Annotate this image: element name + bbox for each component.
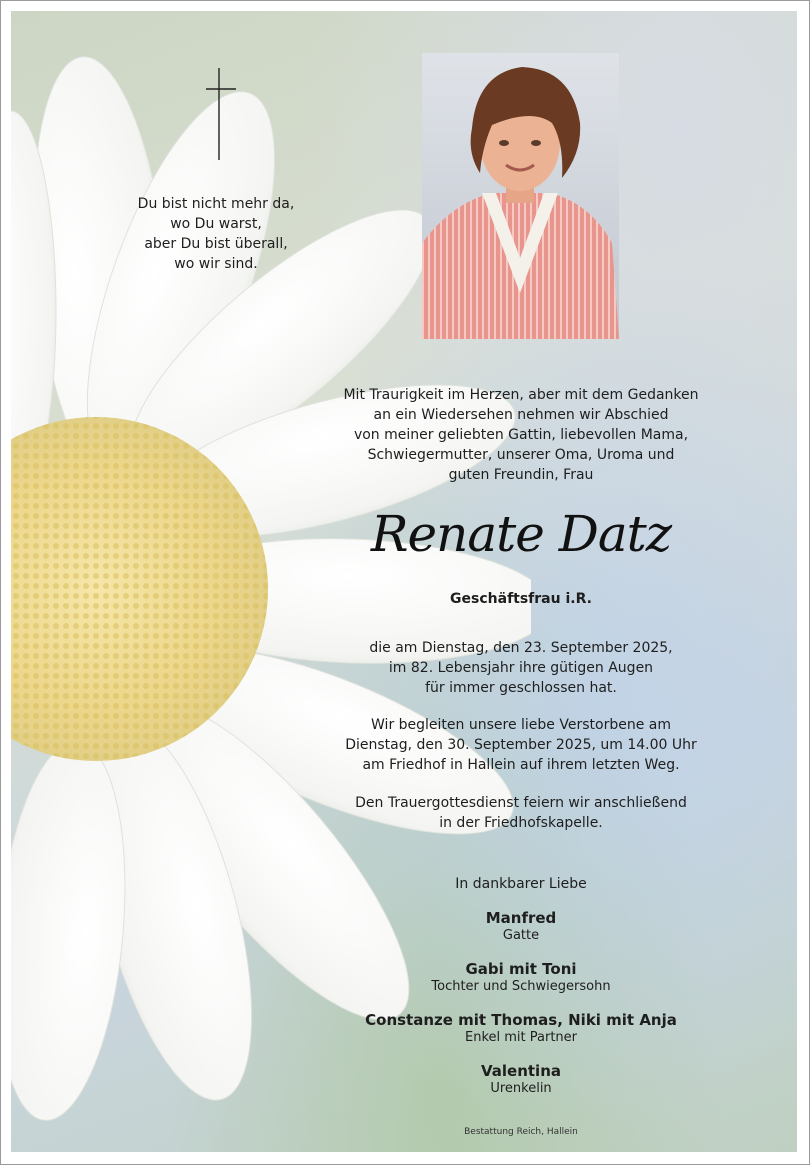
mourner-name: Manfred (485, 909, 557, 927)
deceased-name: Renate Datz (370, 505, 672, 563)
intro-line: von meiner geliebten Gattin, liebevollen Mama, (353, 427, 689, 443)
motto-line: aber Du bist überall, (144, 236, 288, 252)
intro-line: an ein Wiedersehen nehmen wir Abschied (373, 407, 669, 423)
portrait-photo (422, 53, 619, 339)
intro-line: guten Freundin, Frau (448, 467, 594, 483)
mourner-name: Constanze mit Thomas, Niki mit Anja (365, 1011, 677, 1029)
mourner-item (311, 1062, 731, 1097)
mourner-name: Valentina (480, 1062, 562, 1080)
service-line: in der Friedhofskapelle. (439, 815, 603, 831)
intro-text (311, 385, 731, 485)
death-line: die am Dienstag, den 23. September 2025, (369, 640, 673, 656)
mourner-item (311, 960, 731, 995)
mourner-relation: Urenkelin (490, 1081, 552, 1096)
cross-icon (206, 68, 236, 160)
funeral-home-credit: Bestattung Reich, Hallein (464, 1127, 578, 1137)
motto-verse (106, 194, 326, 274)
deceased-occupation: Geschäftsfrau i.R. (450, 591, 592, 607)
motto-line: wo wir sind. (174, 256, 258, 272)
intro-line: Schwiegermutter, unserer Oma, Uroma und (367, 447, 675, 463)
funeral-notice (311, 715, 731, 775)
mourner-item (311, 909, 731, 944)
funeral-line: Dienstag, den 30. September 2025, um 14.00 Uhr (345, 737, 697, 753)
mourner-item (311, 1011, 731, 1046)
funeral-line: am Friedhof in Hallein auf ihrem letzten Weg. (362, 757, 680, 773)
mourner-relation: Gatte (502, 928, 540, 943)
death-line: im 82. Lebensjahr ihre gütigen Augen (388, 660, 654, 676)
service-notice (311, 793, 731, 833)
death-line: für immer geschlossen hat. (425, 680, 617, 696)
motto-line: wo Du warst, (170, 216, 262, 232)
service-line: Den Trauergottesdienst feiern wir anschließend (355, 795, 687, 811)
motto-line: Du bist nicht mehr da, (137, 196, 295, 212)
grateful-heading: In dankbarer Liebe (455, 876, 587, 892)
mourners-list (311, 909, 731, 1113)
obituary-card (11, 11, 797, 1152)
mourner-name: Gabi mit Toni (465, 960, 577, 978)
intro-line: Mit Traurigkeit im Herzen, aber mit dem Gedanken (343, 387, 699, 403)
death-notice (311, 638, 731, 698)
mourner-relation: Enkel mit Partner (464, 1030, 577, 1045)
mourner-relation: Tochter und Schwiegersohn (431, 979, 611, 994)
funeral-line: Wir begleiten unsere liebe Verstorbene am (371, 717, 671, 733)
